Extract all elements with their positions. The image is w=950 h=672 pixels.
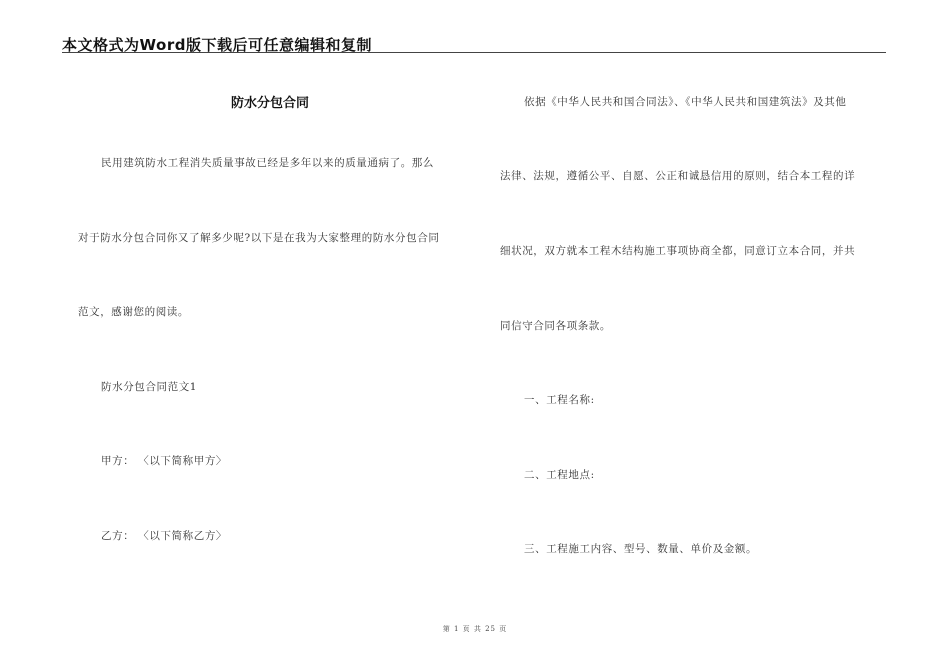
- right-paragraph-line-1: 依据《中华人民共和国合同法》、《中华人民共和国建筑法》及其他: [524, 96, 847, 108]
- document-title: 防水分包合同: [230, 96, 309, 111]
- left-paragraph-line-1: 民用建筑防水工程消失质量事故已经是多年以来的质量通病了。那么: [101, 157, 434, 169]
- right-paragraph-line-3: 细状况，双方就本工程木结构施工事项协商全都，同意订立本合同，并共: [500, 245, 856, 257]
- document-banner: 本文格式为Word版下载后可任意编辑和复制: [62, 36, 372, 54]
- header-rule: [62, 52, 886, 53]
- section-heading-sample-1: 防水分包合同范文1: [101, 381, 198, 393]
- clause-project-name: 一、工程名称:: [524, 394, 595, 406]
- clause-project-location: 二、工程地点:: [524, 469, 595, 481]
- left-paragraph-line-3: 范文，感谢您的阅读。: [78, 306, 189, 318]
- right-paragraph-line-2: 法律、法规，遵循公平、自愿、公正和诚恳信用的原则，结合本工程的详: [500, 170, 856, 182]
- left-paragraph-line-2: 对于防水分包合同你又了解多少呢?以下是在我为大家整理的防水分包合同: [78, 232, 440, 244]
- page-number: 第 1 页 共 25 页: [442, 625, 508, 633]
- party-a-line: 甲方： 〈以下简称甲方〉: [101, 455, 228, 467]
- party-b-line: 乙方： 〈以下简称乙方〉: [101, 530, 228, 542]
- clause-construction-content: 三、工程施工内容、型号、数量、单价及金额。: [524, 543, 758, 555]
- right-paragraph-line-4: 同信守合同各项条款。: [500, 320, 611, 332]
